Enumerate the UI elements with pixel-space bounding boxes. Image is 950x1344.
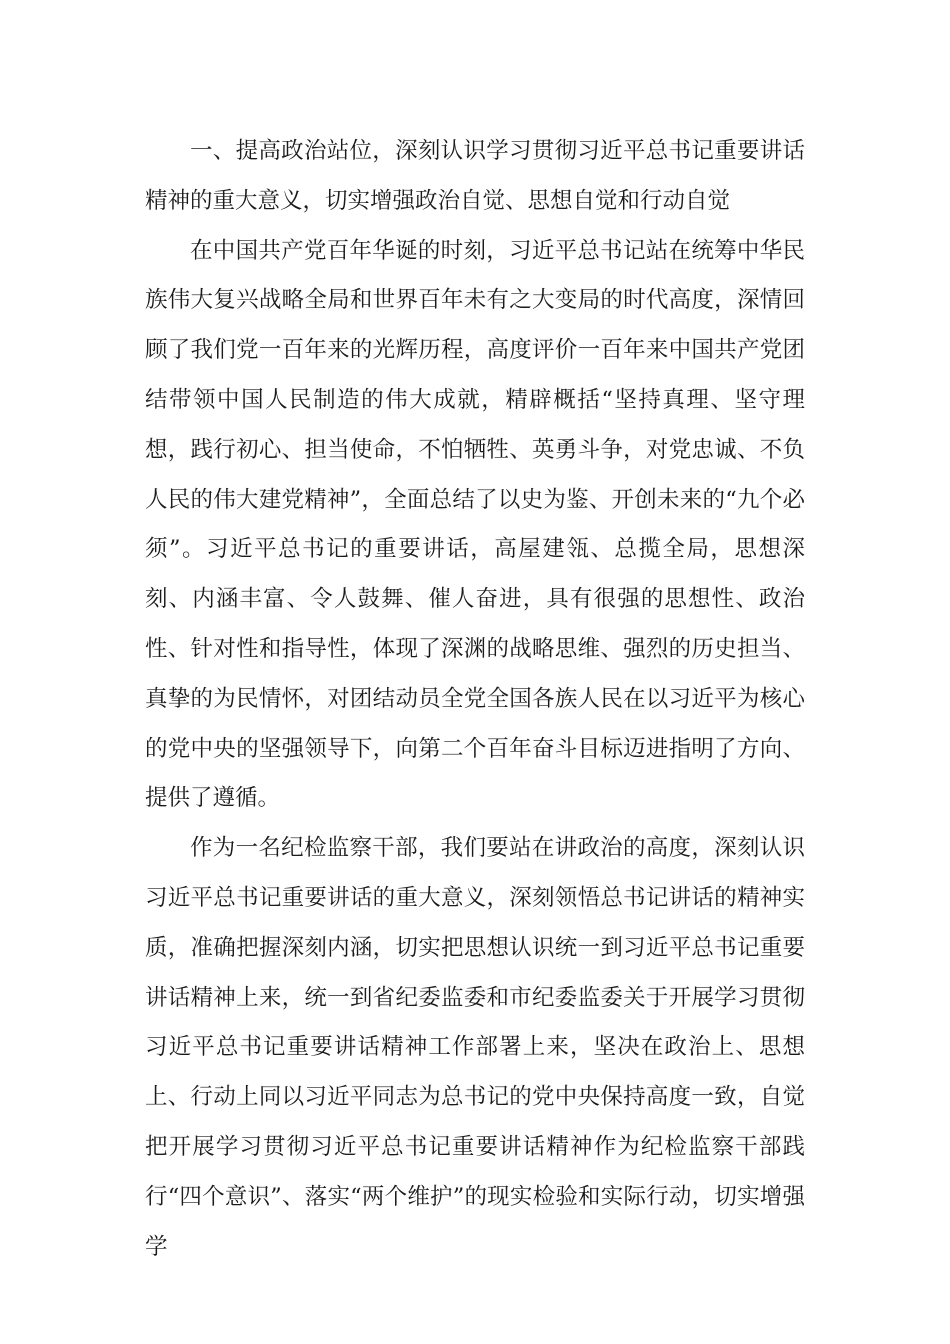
body-paragraph: 作为一名纪检监察干部，我们要站在讲政治的高度，深刻认识习近平总书记重要讲话的重大意义，深刻领悟总书记讲话的精神实质，准确把握深刻内涵，切实把思想认识统一到习近平总书记重要讲话精神上来，统一到省纪委监委和市纪委监委关于开展学习贯彻习近平总书记重要讲话精神工作部署上来，坚决在政治上、思想上、行动上同以习近平同志为总书记的党中央保持高度一致，自觉把开展学习贯彻习近平总书记重要讲话精神作为纪检监察干部践行“四个意识”、落实“两个维护”的现实检验和实际行动，切实增强学 bbox=[145, 835, 805, 1260]
section-heading-paragraph: 一、提高政治站位，深刻认识学习贯彻习近平总书记重要讲话精神的重大意义，切实增强政治自觉、思想自觉和行动自觉 bbox=[145, 138, 805, 214]
document-body bbox=[145, 127, 805, 1272]
body-paragraph: 在中国共产党百年华诞的时刻，习近平总书记站在统筹中华民族伟大复兴战略全局和世界百年未有之大变局的时代高度，深情回顾了我们党一百年来的光辉历程，高度评价一百年来中国共产党团结带领中国人民制造的伟大成就，精辟概括“坚持真理、坚守理想，践行初心、担当使命，不怕牺牲、英勇斗争，对党忠诚、不负人民的伟大建党精神”，全面总结了以史为鉴、开创未来的“九个必须”。习近平总书记的重要讲话，高屋建瓴、总揽全局，思想深刻、内涵丰富、令人鼓舞、催人奋进，具有很强的思想性、政治性、针对性和指导性，体现了深渊的战略思维、强烈的历史担当、真挚的为民情怀，对团结动员全党全国各族人民在以习近平为核心的党中央的坚强领导下，向第二个百年奋斗目标迈进指明了方向、提供了遵循。 bbox=[145, 237, 805, 812]
